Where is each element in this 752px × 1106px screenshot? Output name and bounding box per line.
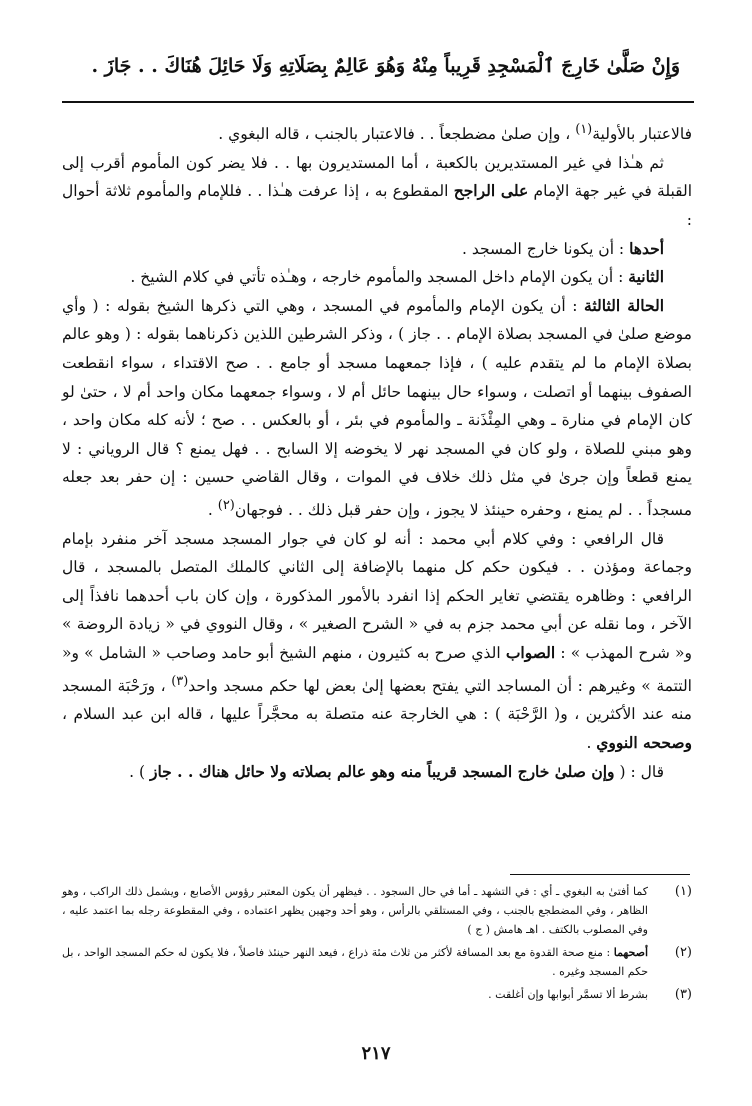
bold-text: وإن صلىٰ خارج المسجد قريباً منه وهو عالم بصلاته ولا حائل هناك . . جاز: [149, 761, 615, 781]
text-run: : أن يكونا خارج المسجد .: [462, 239, 630, 258]
bold-text: وصححه النووي: [596, 732, 692, 752]
paragraph: [62, 525, 692, 758]
footnote-number: (٣): [674, 987, 692, 1002]
footnote-lead: أصحهما: [613, 946, 648, 959]
bold-text: على الراجح: [453, 181, 529, 201]
footnote-ref: (٣): [171, 673, 189, 689]
text-run: ثم هـٰذا في غير المستديرين بالكعبة ، أما المستديرون بها . . فلا يضر كون المأموم أقرب إلى القبلة في غير جهة الإمام: [62, 153, 693, 201]
footnote-item: [62, 882, 692, 939]
paragraph: [62, 292, 692, 525]
text-run: .: [586, 733, 597, 752]
bold-text: الحالة الثالثة: [584, 295, 664, 315]
footnote-body: كما أفتىٰ به البغوي ـ أي : في التشهد ـ أما في حال السجود . . فيظهر أن يكون المعتبر رؤوس الأصابع ، ويشمل ذلك الراكب ، وهو الظاهر ، وفي المضطجع بالجنب ، وفي المستلقي بالرأس ، وهو أحد وجهين يظهر اعتماده ، وفي المقطوعة رجله بما اعتمد عليه ، وفي المصلوب بالكتف . اهـ هامش ( ج ): [62, 885, 648, 936]
text-run: المقطوع به ، إذا عرفت هـٰذا . . فللإمام والمأموم ثلاثة أحوال :: [62, 182, 692, 229]
text-run: .: [207, 501, 218, 520]
footnote-ref: (١): [575, 122, 593, 137]
text-run: ، ورَحْبَة المسجد منه عند الأكثرين ، و( الرَّحْبَة ) : هي الخارجة عنه متصلة به محجَّراً عليها ، قاله ابن عبد السلام ،: [62, 676, 692, 724]
text-run: قال الرافعي : وفي كلام أبي محمد : أنه لو كان في جوار المسجد مسجد آخر منفرد بإمام وجماعة ومؤذن . . فيكون حكم كل منهما بالإضافة إلى الثاني كالملك المتصل بالمسجد ، قال الرافعي : وظاهره يقتضي تغاير الحكم إذا انفرد بالأمور المذكورة ، وإن كان باب أحدهما نافذاً إلى الآخر ، وما نقله عن أبي محمد جزم به في « الشرح الصغير » ، وقال النووي في « زيادة الروضة » و« شرح المهذب » :: [62, 529, 692, 662]
footnote-body: : منع صحة القدوة مع بعد المسافة لأكثر من ثلاث مئة ذراع ، فيعد النهر حينئذ فاصلاً ، فلا يكون له حكم المسجد الواحد ، بل حكم المسجد وغيره .: [62, 946, 648, 978]
footnote-item: [62, 985, 692, 1004]
footnote-text: [62, 943, 648, 981]
paragraph: [62, 149, 692, 235]
paragraph: [62, 235, 692, 264]
footnote-item: [62, 943, 692, 981]
bold-text: الثانية: [628, 267, 664, 287]
header-divider: [62, 101, 694, 103]
text-run: الذي صرح به كثيرون ، منهم الشيخ أبو حامد وصاحب « الشامل » و« التتمة » وغيرهم : أن المساجد التي يفتح بعضها إلىٰ بعض لها حكم مسجد واحد: [62, 644, 692, 695]
text-run: قال : (: [614, 762, 664, 781]
paragraph: [62, 758, 692, 787]
text-run: : أن يكون الإمام داخل المسجد والمأموم خارجه ، وهـٰذه تأتي في كلام الشيخ .: [130, 268, 629, 287]
page-number: ٢١٧: [361, 1043, 391, 1064]
footnote-body: بشرط ألا تسمَّر أبوابها وإن أغلقت .: [488, 988, 648, 1001]
text-run: : أن يكون الإمام والمأموم في المسجد ، وهي التي ذكرها الشيخ بقوله : ( وأي موضع صلىٰ في المسجد بصلاة الإمام . . جاز ) ، وذكر الشرطين اللذين ذكرناهما بقوله : ( وهو عالم بصلاة الإمام ما لم يتقدم عليه ) ، فإذا جمعهما مسجد أو جامع . . صح الاقتداء ، سواء انقطعت الصفوف بينهما أو اتصلت ، وسواء حال بينهما حائل أم لا ، وسواء جمعهما مكان واحد أم لا ، حتىٰ لو كان الإمام في منارة ـ وهي المِئْذَنة ـ والمأموم في بئر ، أو بالعكس . . صح ؛ لأنه كله مكان واحد ، وهو مبني للصلاة ، ولو كان في المسجد نهر لا يخوضه إلا السابح . . فهل يمنع ؟ قال الروياني : لا يمنع قطعاً وإن جرىٰ في مثل ذلك خلاف في الموات ، وقال القاضي حسين : إن حفر بعد جعله مسجداً . . لم يمنع ، وحفره حينئذ لا يجوز ، وإن حفر قبل ذلك . . فوجهان: [62, 296, 692, 520]
footnotes: [62, 882, 692, 1008]
header-matn-line: وَإِنْ صَلَّىٰ خَارِجَ ٱلْمَسْجِدِ قَرِيباً مِنْهُ وَهُوَ عَالِمٌ بِصَلَاتِهِ وَلَا حَائِلَ هُنَاكَ . . جَازَ .: [91, 55, 680, 77]
footnote-text: [62, 882, 648, 939]
footnote-number: (١): [674, 884, 692, 899]
paragraph: [62, 116, 692, 149]
footnote-number: (٢): [674, 945, 692, 960]
text-run: ، وإن صلىٰ مضطجعاً . . فالاعتبار بالجنب ، قاله البغوي .: [218, 125, 576, 144]
commentary-body: [62, 116, 692, 786]
footnote-text: [62, 985, 648, 1004]
bold-text: أحدها: [629, 238, 664, 258]
footnote-ref: (٢): [217, 497, 235, 513]
text-run: فالاعتبار بالأولية: [592, 125, 692, 144]
bold-text: الصواب: [505, 643, 556, 662]
text-run: ) .: [129, 762, 150, 781]
footnote-divider: [510, 874, 690, 875]
paragraph: [62, 263, 692, 292]
